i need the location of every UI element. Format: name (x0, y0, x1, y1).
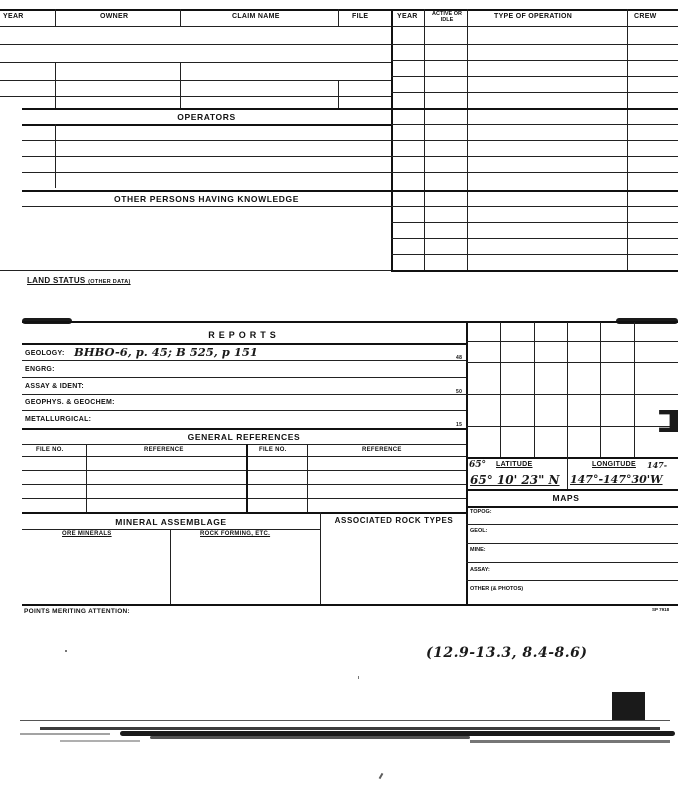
handwritten-note: (12.9-13.3, 8.4-8.6) (426, 645, 588, 661)
points-meriting-attention: POINTS MERITING ATTENTION: (24, 608, 131, 615)
lon-prefix: 147- (647, 460, 668, 470)
mineral-assemblage-title: MINERAL ASSEMBLAGE (115, 517, 227, 527)
other-persons-label: OTHER PERSONS HAVING KNOWLEDGE (113, 194, 300, 204)
ref-col-reference: REFERENCE (144, 447, 184, 453)
form-number: SP 7918 (652, 607, 670, 612)
maps-topog: TOPOG: (470, 509, 492, 515)
index-marker (657, 410, 678, 432)
land-status-title: LAND STATUS (27, 276, 86, 285)
lat-prefix: 65° (469, 460, 487, 470)
land-status-sub: (OTHER DATA) (88, 279, 131, 285)
geology-num: 48 (456, 355, 463, 361)
header-active-or-idle: ACTIVE OR IDLE (432, 11, 462, 23)
ref-col-reference-2: REFERENCE (362, 447, 402, 453)
metallurgical-label: METALLURGICAL: (25, 416, 92, 423)
maps-assay: ASSAY: (470, 567, 490, 573)
operators-label: OPERATORS (177, 112, 236, 122)
geology-label: GEOLOGY: (25, 350, 65, 357)
geology-value: BHBO-6, p. 45; B 525, p 151 (74, 345, 258, 359)
longitude-label: LONGITUDE (592, 461, 636, 468)
header-file: FILE (352, 13, 369, 20)
associated-rock-types: ASSOCIATED ROCK TYPES (334, 516, 454, 525)
latitude-value: 65° 10' 23" N (470, 473, 560, 487)
rock-forming-col: ROCK FORMING, ETC. (200, 531, 271, 537)
latitude-label: LATITUDE (496, 461, 533, 468)
maps-geol: GEOL: (470, 528, 488, 534)
header-year-2: YEAR (397, 13, 418, 20)
maps-mine: MINE: (470, 547, 486, 553)
assay-ident-label: ASSAY & IDENT: (25, 383, 85, 390)
geophys-label: GEOPHYS. & GEOCHEM: (25, 399, 115, 406)
metallurgical-num: 15 (456, 422, 463, 428)
header-type-of-operation: TYPE OF OPERATION (494, 13, 573, 20)
reports-title: REPORTS (208, 330, 280, 340)
header-year: YEAR (3, 13, 24, 20)
engrg-label: ENGRG: (25, 366, 55, 373)
header-crew: CREW (634, 13, 657, 20)
general-references-title: GENERAL REFERENCES (187, 432, 301, 442)
maps-title: MAPS (552, 493, 580, 503)
ref-col-file-no-2: FILE NO. (259, 447, 287, 453)
header-owner: OWNER (100, 13, 129, 20)
header-claim-name: CLAIM NAME (232, 13, 280, 20)
assay-ident-num: 50 (456, 389, 463, 395)
ref-col-file-no: FILE NO. (36, 447, 64, 453)
longitude-value: 147°-147°30'W (570, 473, 663, 486)
maps-other: OTHER (& PHOTOS) (470, 586, 524, 592)
land-status-label (27, 276, 131, 285)
ore-minerals-col: ORE MINERALS (62, 531, 112, 537)
